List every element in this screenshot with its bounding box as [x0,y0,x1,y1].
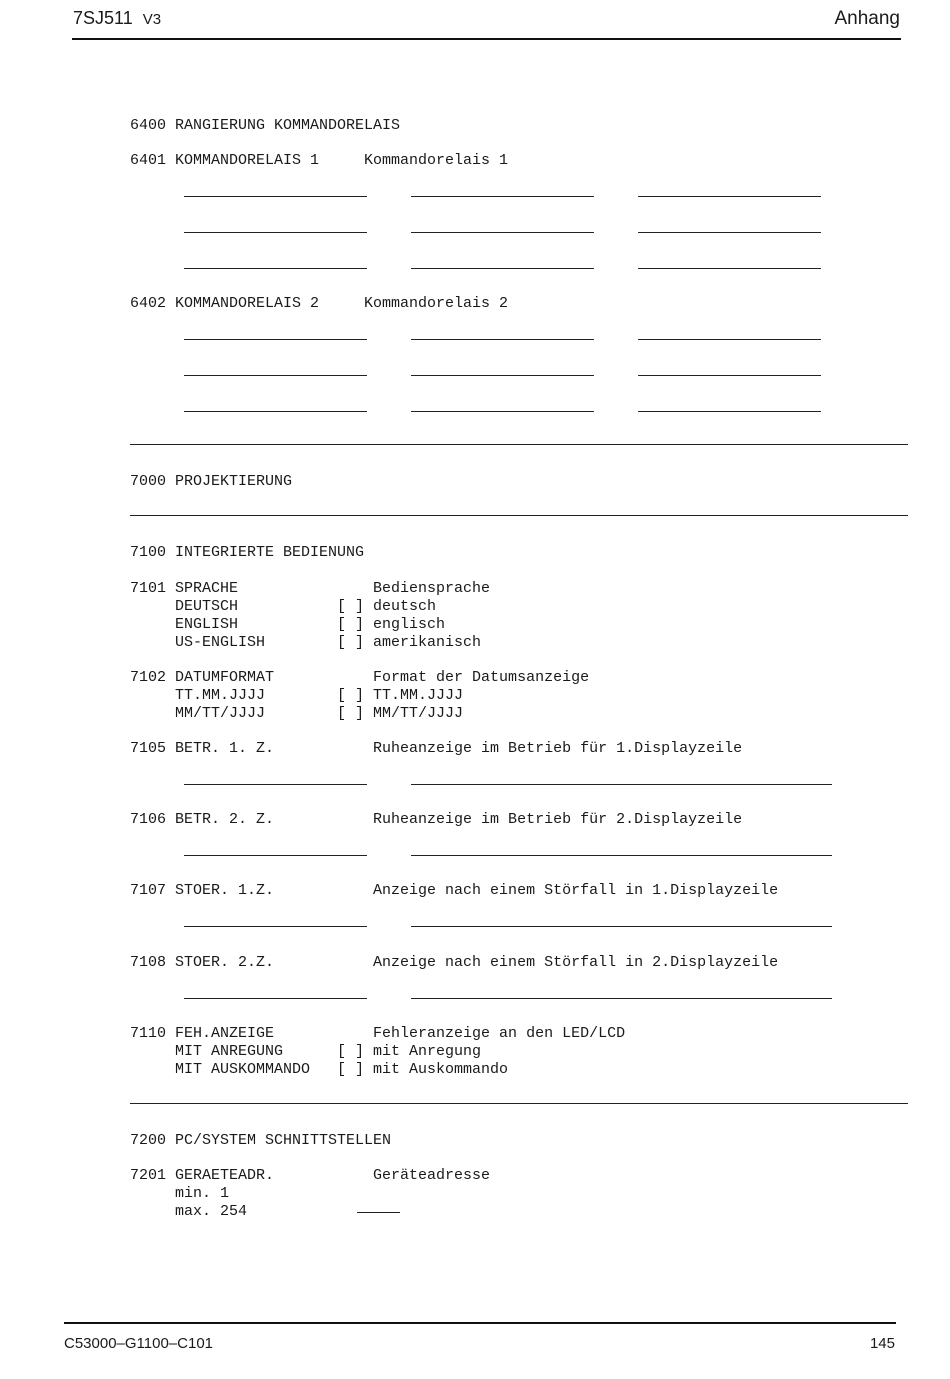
blank-field [184,375,367,376]
blank-field [184,784,367,785]
blank-field [638,375,821,376]
param-7105: 7105 BETR. 1. Z. Ruheanzeige im Betrieb für 1.Displayzeile [130,740,743,757]
doc-id: 7SJ511 [73,8,133,28]
param-7201-min: min. 1 [130,1185,230,1202]
blank-field [184,855,367,856]
section-separator [130,515,908,516]
blank-field [184,411,367,412]
blank-field [411,268,594,269]
option-mm-tt-jjjj: MM/TT/JJJJ [ ] MM/TT/JJJJ [130,705,464,722]
footer-order-number: C53000–G1100–C101 [64,1335,214,1352]
heading-7100: 7100 INTEGRIERTE BEDIENUNG [130,544,365,561]
blank-field [638,232,821,233]
param-7106: 7106 BETR. 2. Z. Ruheanzeige im Betrieb für 2.Displayzeile [130,811,743,828]
param-7201: 7201 GERAETEADR. Geräteadresse [130,1167,491,1184]
heading-7200: 7200 PC/SYSTEM SCHNITTSTELLEN [130,1132,392,1149]
doc-version: V3 [142,11,162,28]
blank-field [638,196,821,197]
blank-field [411,196,594,197]
blank-field-long [411,784,832,785]
blank-field [411,375,594,376]
option-tt-mm-jjjj: TT.MM.JJJJ [ ] TT.MM.JJJJ [130,687,464,704]
blank-field [184,926,367,927]
param-6402: 6402 KOMMANDORELAIS 2 Kommandorelais 2 [130,295,509,312]
param-7201-max: max. 254 [130,1203,248,1220]
option-us-english: US-ENGLISH [ ] amerikanisch [130,634,482,651]
blank-field [184,339,367,340]
section-separator [130,444,908,445]
header-rule [72,38,901,40]
blank-field [411,411,594,412]
param-7108: 7108 STOER. 2.Z. Anzeige nach einem Störfall in 2.Displayzeile [130,954,779,971]
option-mit-anregung: MIT ANREGUNG [ ] mit Anregung [130,1043,482,1060]
header-doc-id [73,8,161,29]
blank-field [184,268,367,269]
blank-field [638,268,821,269]
footer-rule [64,1322,896,1324]
section-separator [130,1103,908,1104]
param-7107: 7107 STOER. 1.Z. Anzeige nach einem Störfall in 1.Displayzeile [130,882,779,899]
param-7101: 7101 SPRACHE Bediensprache [130,580,491,597]
param-6401: 6401 KOMMANDORELAIS 1 Kommandorelais 1 [130,152,509,169]
blank-field [411,339,594,340]
blank-field [184,196,367,197]
option-deutsch: DEUTSCH [ ] deutsch [130,598,437,615]
blank-field [638,339,821,340]
blank-field-short [357,1212,400,1213]
heading-7000: 7000 PROJEKTIERUNG [130,473,293,490]
blank-field [638,411,821,412]
param-7110: 7110 FEH.ANZEIGE Fehleranzeige an den LED/LCD [130,1025,626,1042]
header-section: Anhang [834,8,900,29]
footer-page-number: 145 [869,1335,895,1352]
blank-field [184,232,367,233]
param-7102: 7102 DATUMFORMAT Format der Datumsanzeige [130,669,590,686]
blank-field-long [411,926,832,927]
blank-field [184,998,367,999]
blank-field-long [411,998,832,999]
blank-field-long [411,855,832,856]
heading-6400: 6400 RANGIERUNG KOMMANDORELAIS [130,117,401,134]
blank-field [411,232,594,233]
option-english: ENGLISH [ ] englisch [130,616,446,633]
option-mit-auskommando: MIT AUSKOMMANDO [ ] mit Auskommando [130,1061,509,1078]
